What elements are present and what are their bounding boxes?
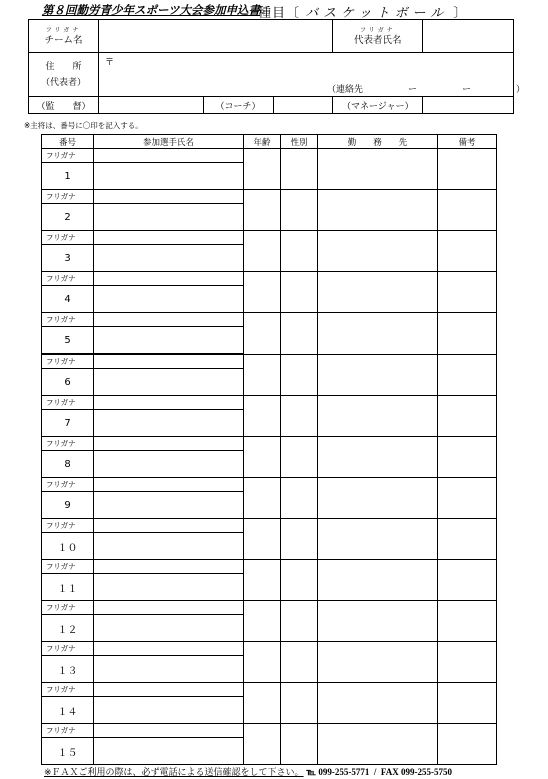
remarks-field[interactable]	[438, 354, 497, 396]
workplace-field[interactable]	[318, 478, 438, 519]
postal-mark: 〒	[104, 58, 114, 68]
age-field[interactable]	[244, 313, 281, 355]
player-row	[42, 272, 497, 286]
player-row	[42, 231, 497, 245]
workplace-field[interactable]	[318, 724, 438, 765]
player-furigana-field[interactable]	[94, 396, 244, 410]
age-field[interactable]	[244, 642, 281, 683]
manager-label: （マネージャー）	[333, 97, 423, 114]
workplace-field[interactable]	[318, 272, 438, 313]
player-name-field[interactable]	[94, 327, 244, 355]
player-name-field[interactable]	[94, 656, 244, 683]
player-number[interactable]: 9	[42, 492, 94, 519]
address-label: 住 所 （代表者）	[29, 53, 99, 97]
player-furigana-field[interactable]	[94, 190, 244, 204]
age-field[interactable]	[244, 437, 281, 478]
player-row	[42, 190, 497, 204]
remarks-field[interactable]	[438, 478, 497, 519]
player-furigana-field[interactable]	[94, 560, 244, 574]
player-name-field[interactable]	[94, 369, 244, 396]
address-field[interactable]	[98, 53, 525, 97]
sex-field[interactable]	[281, 560, 318, 601]
fax-label: FAX	[380, 767, 399, 777]
furigana-label: フリガナ	[42, 724, 94, 738]
header-remarks: 備考	[438, 135, 497, 149]
tel-number: 099-255-5771	[318, 767, 370, 777]
furigana-label: フリガナ	[42, 642, 94, 656]
player-number[interactable]: １３	[42, 656, 94, 683]
sex-field[interactable]	[281, 313, 318, 355]
age-field[interactable]	[244, 683, 281, 724]
captain-note: ※主将は、番号に〇印を記入する。	[24, 121, 143, 130]
age-field[interactable]	[244, 190, 281, 231]
player-number[interactable]: 6	[42, 369, 94, 396]
rep-name-field[interactable]	[423, 20, 514, 53]
remarks-field[interactable]	[438, 272, 497, 313]
header-sex: 性別	[281, 135, 318, 149]
workplace-field[interactable]	[318, 601, 438, 642]
player-row	[42, 354, 497, 369]
contact-phone: （連絡先 ー ー ）	[326, 85, 525, 95]
furigana-label: フリガナ	[42, 437, 94, 451]
workplace-field[interactable]	[318, 519, 438, 560]
remarks-field[interactable]	[438, 313, 497, 355]
player-row	[42, 642, 497, 656]
sex-field[interactable]	[281, 149, 318, 190]
team-name-field[interactable]	[98, 20, 332, 53]
furigana-label: フリガナ	[42, 478, 94, 492]
tel-icon: ℡	[306, 767, 317, 777]
team-info-table	[28, 19, 525, 114]
player-name-field[interactable]	[94, 245, 244, 272]
player-furigana-field[interactable]	[94, 683, 244, 697]
player-furigana-field[interactable]	[94, 354, 244, 369]
workplace-field[interactable]	[318, 683, 438, 724]
age-field[interactable]	[244, 354, 281, 396]
furigana-label: フリガナ	[42, 272, 94, 286]
player-furigana-field[interactable]	[94, 313, 244, 327]
player-number[interactable]: 7	[42, 410, 94, 437]
player-furigana-field[interactable]	[94, 601, 244, 615]
age-field[interactable]	[244, 601, 281, 642]
sex-field[interactable]	[281, 683, 318, 724]
age-field[interactable]	[244, 560, 281, 601]
remarks-field[interactable]	[438, 519, 497, 560]
player-row	[42, 396, 497, 410]
player-row	[42, 519, 497, 533]
sex-field[interactable]	[281, 354, 318, 396]
remarks-field[interactable]	[438, 683, 497, 724]
player-name-field[interactable]	[94, 451, 244, 478]
age-field[interactable]	[244, 478, 281, 519]
header-number: 番号	[42, 135, 94, 149]
player-row	[42, 601, 497, 615]
player-row	[42, 683, 497, 697]
sex-field[interactable]	[281, 396, 318, 437]
player-number[interactable]: １１	[42, 574, 94, 601]
sex-field[interactable]	[281, 272, 318, 313]
sex-field[interactable]	[281, 478, 318, 519]
player-number[interactable]: 8	[42, 451, 94, 478]
player-number[interactable]: １４	[42, 697, 94, 724]
player-furigana-field[interactable]	[94, 724, 244, 738]
player-name-field[interactable]	[94, 163, 244, 190]
sex-field[interactable]	[281, 601, 318, 642]
player-furigana-field[interactable]	[94, 149, 244, 163]
form-title: 第８回勤労青少年スポーツ大会参加申込書	[42, 3, 261, 17]
player-furigana-field[interactable]	[94, 437, 244, 451]
player-name-field[interactable]	[94, 615, 244, 642]
player-furigana-field[interactable]	[94, 272, 244, 286]
category-close: 〕	[453, 6, 468, 21]
furigana-label: フリガナ	[42, 601, 94, 615]
furigana-label: フリガナ	[42, 519, 94, 533]
footer	[44, 765, 452, 778]
remarks-field[interactable]	[438, 560, 497, 601]
workplace-field[interactable]	[318, 190, 438, 231]
furigana-label: フリガナ	[42, 683, 94, 697]
furigana-label: フリガナ	[42, 231, 94, 245]
fax-notice: ※ＦＡＸご利用の際は、必ず電話による送信確認をして下さい。	[44, 768, 304, 778]
team-name-label: フリガナ チーム名	[29, 20, 99, 53]
director-label: （監 督）	[29, 97, 99, 114]
player-furigana-field[interactable]	[94, 642, 244, 656]
sex-field[interactable]	[281, 724, 318, 765]
sex-field[interactable]	[281, 437, 318, 478]
player-number[interactable]: 3	[42, 245, 94, 272]
player-number[interactable]: 4	[42, 286, 94, 313]
sex-field[interactable]	[281, 190, 318, 231]
workplace-field[interactable]	[318, 313, 438, 355]
player-number[interactable]: 2	[42, 204, 94, 231]
category-value[interactable]: バスケットボール	[305, 6, 449, 21]
workplace-field[interactable]	[318, 560, 438, 601]
player-name-field[interactable]	[94, 204, 244, 231]
player-number[interactable]: １０	[42, 533, 94, 560]
remarks-field[interactable]	[438, 231, 497, 272]
coach-field[interactable]	[273, 97, 333, 114]
player-number[interactable]: １５	[42, 738, 94, 765]
sex-field[interactable]	[281, 519, 318, 560]
player-row	[42, 724, 497, 738]
director-field[interactable]	[98, 97, 203, 114]
header-age: 年齢	[244, 135, 281, 149]
player-furigana-field[interactable]	[94, 231, 244, 245]
age-field[interactable]	[244, 272, 281, 313]
furigana-label: フリガナ	[42, 560, 94, 574]
fax-number: 099-255-5750	[400, 767, 452, 777]
player-furigana-field[interactable]	[94, 519, 244, 533]
rep-name-label: フリガナ 代表者氏名	[333, 20, 423, 53]
player-name-field[interactable]	[94, 738, 244, 765]
age-field[interactable]	[244, 519, 281, 560]
player-row	[42, 313, 497, 327]
player-number[interactable]: １２	[42, 615, 94, 642]
age-field[interactable]	[244, 396, 281, 437]
remarks-field[interactable]	[438, 437, 497, 478]
player-name-field[interactable]	[94, 697, 244, 724]
workplace-field[interactable]	[318, 437, 438, 478]
workplace-field[interactable]	[318, 396, 438, 437]
player-row	[42, 560, 497, 574]
furigana-label: フリガナ	[42, 396, 94, 410]
player-name-field[interactable]	[94, 492, 244, 519]
player-name-field[interactable]	[94, 533, 244, 560]
player-name-field[interactable]	[94, 574, 244, 601]
remarks-field[interactable]	[438, 601, 497, 642]
workplace-field[interactable]	[318, 642, 438, 683]
player-number[interactable]: 5	[42, 327, 94, 355]
age-field[interactable]	[244, 724, 281, 765]
furigana-label: フリガナ	[42, 313, 94, 327]
player-number[interactable]: 1	[42, 163, 94, 190]
player-roster-table	[41, 134, 497, 765]
furigana-label: フリガナ	[42, 354, 94, 369]
workplace-field[interactable]	[318, 231, 438, 272]
age-field[interactable]	[244, 149, 281, 190]
player-row	[42, 478, 497, 492]
furigana-label: フリガナ	[42, 149, 94, 163]
separator: /	[373, 767, 377, 777]
coach-label: （コーチ）	[203, 97, 273, 114]
category-label: 種目〔	[258, 6, 301, 21]
sex-field[interactable]	[281, 642, 318, 683]
sex-field[interactable]	[281, 231, 318, 272]
remarks-field[interactable]	[438, 396, 497, 437]
remarks-field[interactable]	[438, 724, 497, 765]
player-row	[42, 149, 497, 163]
player-name-field[interactable]	[94, 410, 244, 437]
header-player-name: 参加選手氏名	[94, 135, 244, 149]
player-row	[42, 437, 497, 451]
remarks-field[interactable]	[438, 149, 497, 190]
age-field[interactable]	[244, 231, 281, 272]
header-workplace: 勤 務 先	[318, 135, 438, 149]
player-name-field[interactable]	[94, 286, 244, 313]
player-furigana-field[interactable]	[94, 478, 244, 492]
workplace-field[interactable]	[318, 149, 438, 190]
furigana-label: フリガナ	[42, 190, 94, 204]
remarks-field[interactable]	[438, 642, 497, 683]
remarks-field[interactable]	[438, 190, 497, 231]
manager-field[interactable]	[423, 97, 514, 114]
workplace-field[interactable]	[318, 354, 438, 396]
